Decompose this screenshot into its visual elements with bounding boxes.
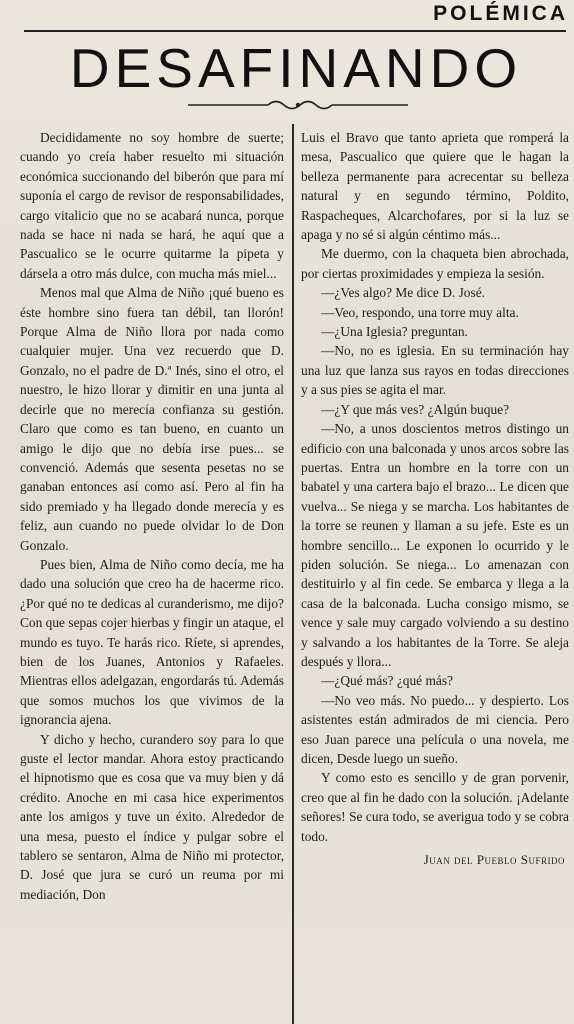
paragraph: Y como esto es sencillo y de gran porvenir, creo que al fin he dado con la solución. ¡Adelante señores! Se cura todo, se averigua todo y se cobra todo. <box>301 770 569 844</box>
paragraph: —No veo más. No puedo... y despierto. Los asistentes están admirados de mi ciencia. Pero eso Juan parece una película o una novela, me dicen, Desde luego un sueño. <box>301 692 569 766</box>
paragraph: —¿Y que más ves? ¿Algún buque? <box>321 401 510 417</box>
paragraph: —¿Qué más? ¿qué más? <box>321 673 453 689</box>
article-column-left <box>20 128 284 904</box>
column-divider <box>292 124 294 1024</box>
headline-ornament-icon <box>188 97 408 113</box>
top-rule <box>24 30 566 32</box>
paragraph: Luis el Bravo que tanto aprieta que romperá la mesa, Pascualico que quiere que le hagan la belleza permanente para acrecentar su belleza natural y en segundo término, Poldito, Raspacheques, Alcarchofares, por si la luz se apaga y no sé si algún céntimo más... <box>301 130 569 243</box>
section-label: POLÉMICA <box>433 2 568 25</box>
paragraph: Decididamente no soy hombre de suerte; cuando yo creía haber resuelto mi situación económica succionando del biberón que para mí suponía el cargo de revisor de responsabilidades, cargo vitalicio que no se acabará nunca, porque nada se hace ni nada se hará, he aquí que a Pascualico se le ocurre quitarme la pipeta y dársela a otro más dulce, con mucha más miel... <box>20 130 284 281</box>
paragraph: Me duermo, con la chaqueta bien abrochada, por ciertas proximidades y empieza la sesión. <box>301 246 569 281</box>
paragraph: —¿Ves algo? Me dice D. José. <box>321 285 485 301</box>
paragraph: —¿Una Iglesia? preguntan. <box>321 324 468 340</box>
article-column-right <box>301 128 569 869</box>
paragraph: Menos mal que Alma de Niño ¡qué bueno es éste hombre sino fuera tan débil, tan llorón! Porque Alma de Niño llora por nada como cualquier mujer. Una vez recuerdo que D. Gonzalo, no el padre de D.ª Inés, sino el otro, el nuestro, le hizo llorar y dimitir en una junta al decirle que no merecía confianza su gestión. Claro que como es tan bueno, en cuanto un amigo le dijo que no debía irse pues... se convenció. Además que sesenta pesetas no se ganaban entonces así como así. Pero al fin ha sido premiado y ha llegado donde merecía y es feliz, aun cuando no puede olvidar lo de Don Gonzalo. <box>20 285 284 553</box>
paragraph: Y dicho y hecho, curandero soy para lo que guste el lector mandar. Ahora estoy practicando el hipnotismo que es cosa que va muy bien y dá crédito. Anoche en mi casa hice experimentos ante los amigos y tuve un éxito. Alrededor de una mesa, puesto el índice y pulgar sobre el tablero se sentaron, Alma de Niño mi protector, D. José que jura se curó un reuma por mi mediación, Don <box>20 731 284 902</box>
paragraph: —No, no es iglesia. En su terminación hay una luz que lanza sus rayos en todas direcciones y a sus pies se agita el mar. <box>301 343 569 398</box>
author-signature: Juan del Pueblo Sufrido <box>423 852 565 868</box>
paragraph: —No, a unos doscientos metros distingo un edificio con una balconada y unos arcos sobre las puertas. Entra un hombre en la torre con un babatel y una cartera bajo el brazo... Le dicen que vuelva... Se niega y se marcha. Los habitantes de la torre se reunen y llaman a su jefe. Este es un hombre sencillo... Le exponen lo ocurrido y le piden solución. Se niega... Lo amenazan con destituirlo y al fin cede. Se embarca y llega a la casa de la balconada. Lucha consigo mismo, se vence y sale muy cargado volviendo a su destino y salvando a los habitantes de la Torre. Se aleja después y llora... <box>301 421 569 669</box>
headline: DESAFINANDO <box>69 37 523 99</box>
paragraph: Pues bien, Alma de Niño como decía, me ha dado una solución que creo ha de hacerme rico. ¿Por qué no te dedicas al curanderismo, me dijo? Con que sepas cojer hierbas y fingir un ataque, el mundo es tuyo. Te harás rico. Ríete, si aprendes, bien de los Juanes, Antonios y Rafaeles. Mientras ellos adelgazan, engordarás tú. Además que somos muchos los que vivimos de la ignorancia ajena. <box>20 556 285 728</box>
paragraph: —Veo, respondo, una torre muy alta. <box>321 304 519 320</box>
